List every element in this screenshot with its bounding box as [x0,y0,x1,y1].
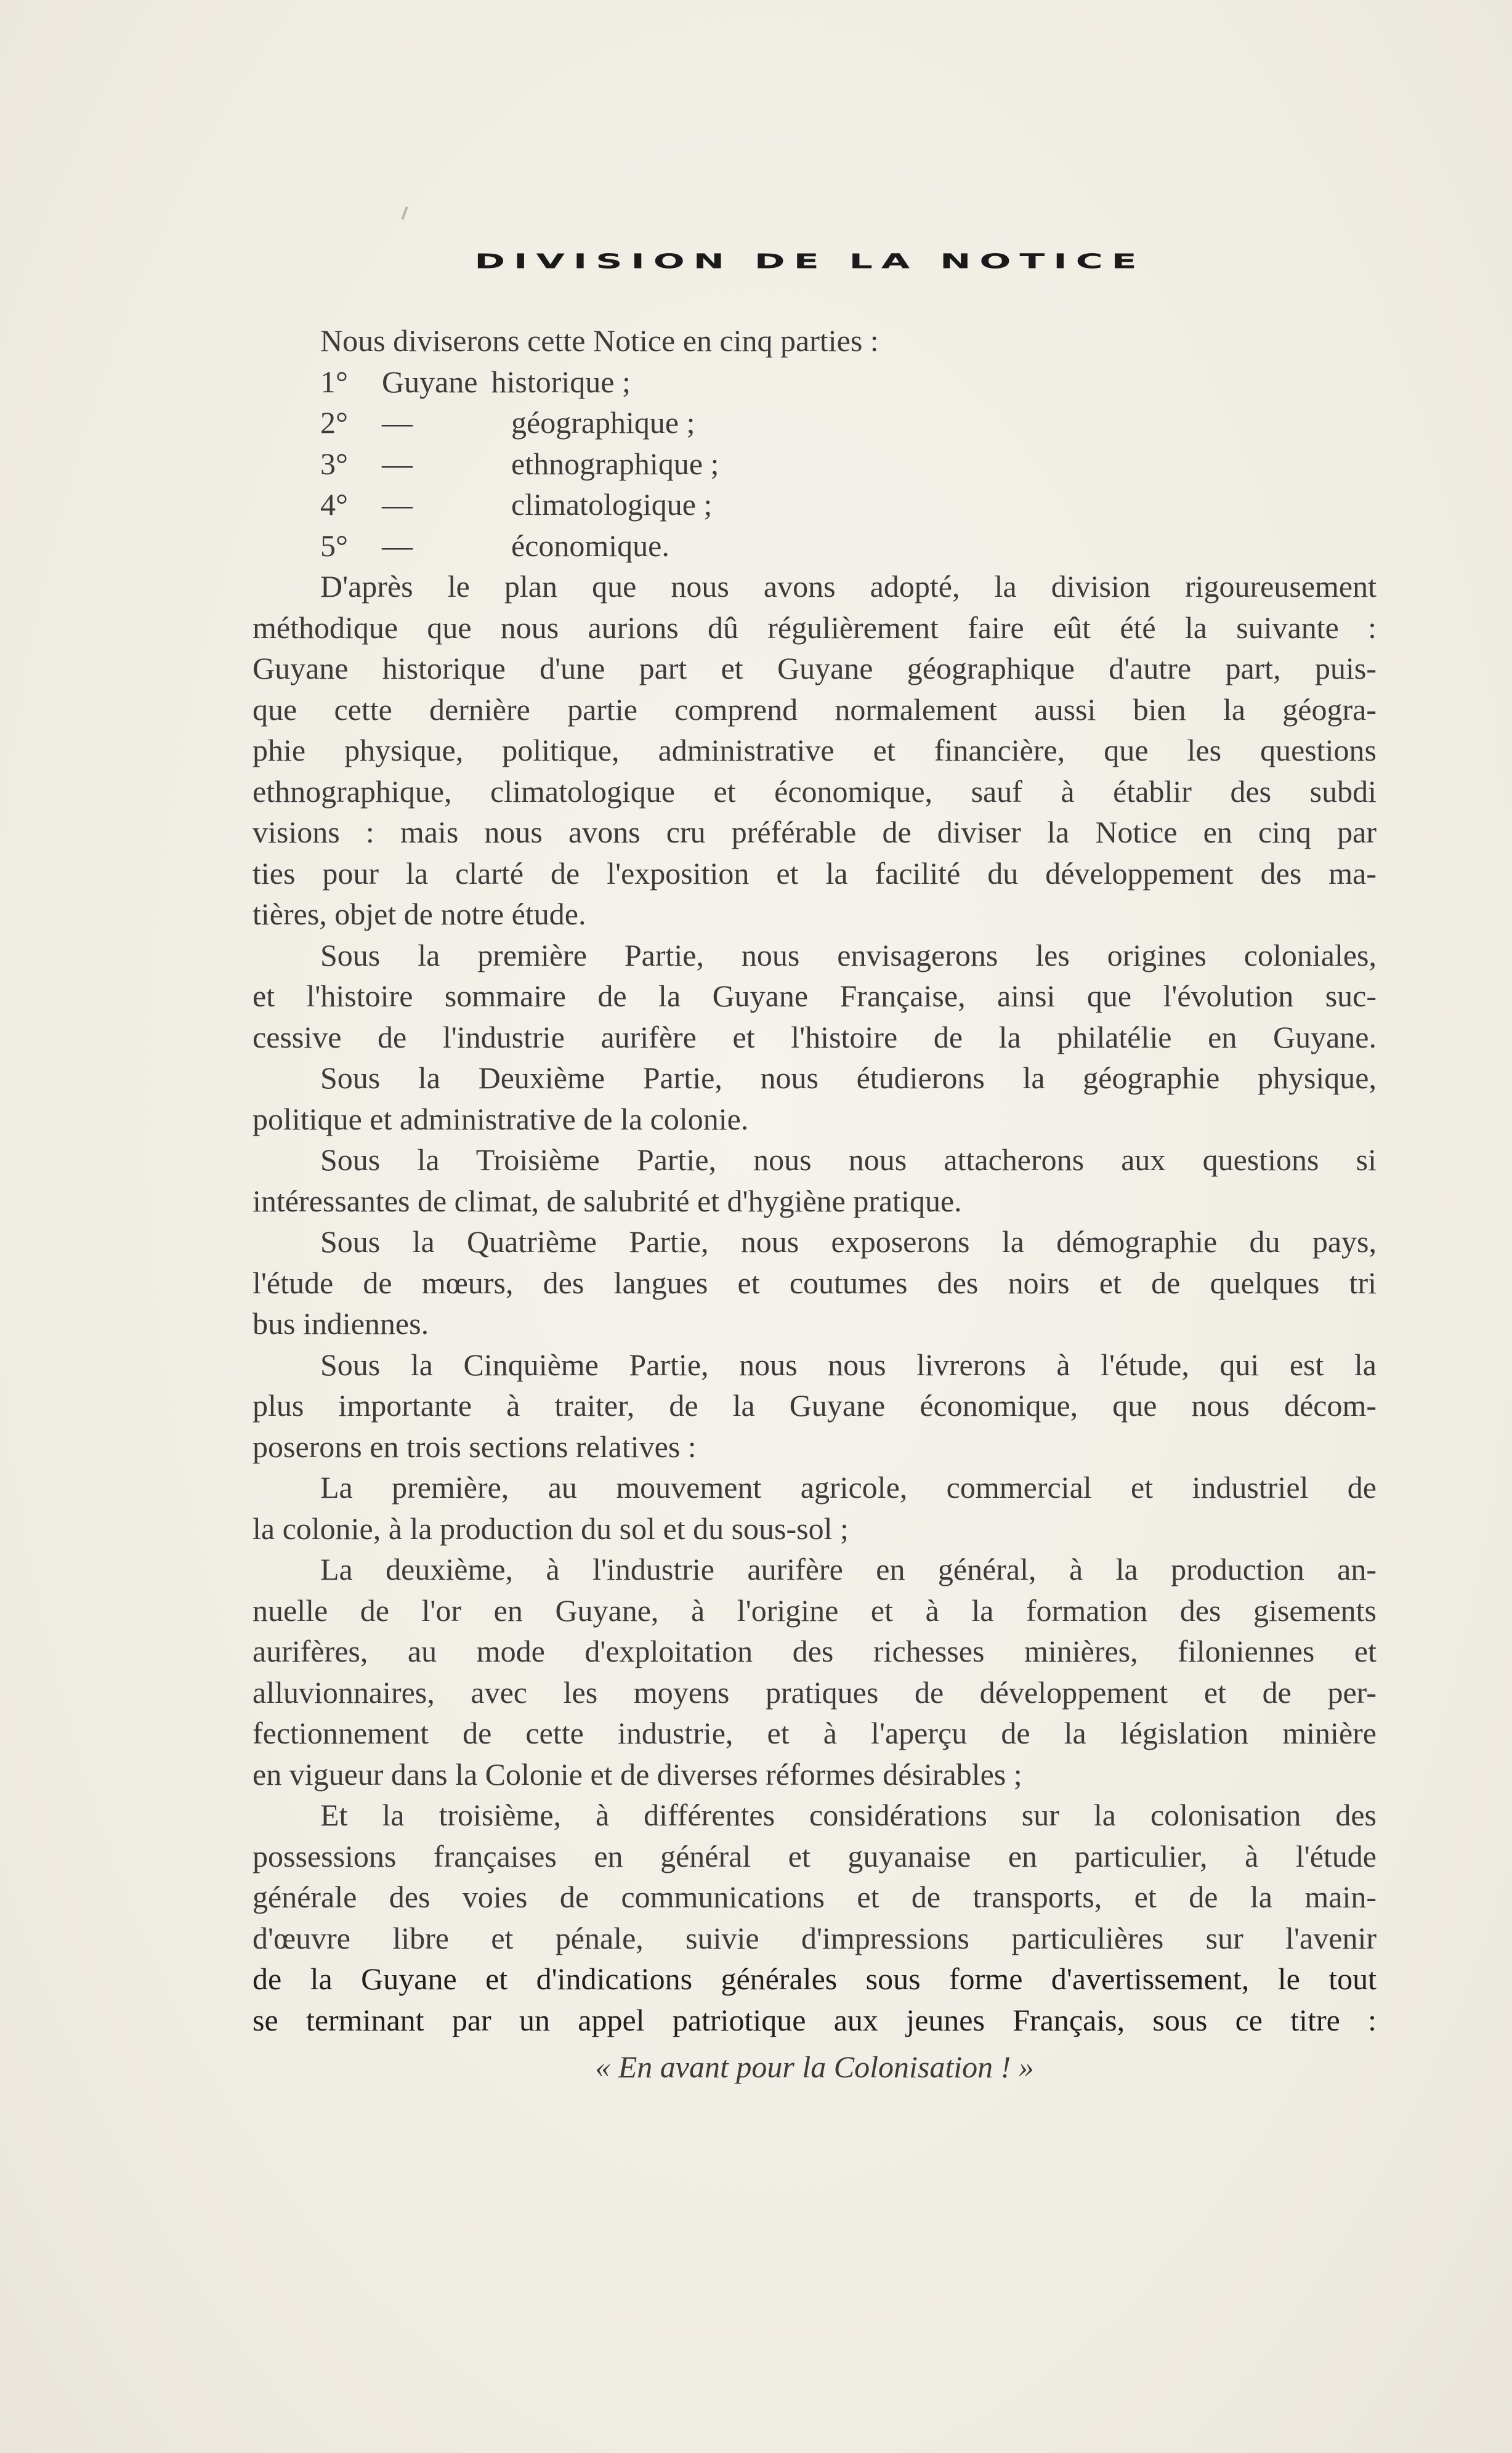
text-line: et l'histoire sommaire de la Guyane Française, ainsi que l'évolution suc- [253,979,1377,1013]
part-list-item [253,443,1377,485]
text-line: Guyane historique d'une part et Guyane géographique d'autre part, puis- [253,651,1377,685]
part-dash: — [382,528,413,563]
text-line: Sous la Cinquième Partie, nous nous livrerons à l'étude, qui est la [320,1347,1377,1382]
part-dash: — [382,487,413,522]
text-line: se terminant par un appel patriotique aux jeunes Français, sous ce titre : [253,2002,1377,2037]
text-line: Sous la Deuxième Partie, nous étudierons la géographie physique, [320,1061,1377,1095]
text-line: d'œuvre libre et pénale, suivie d'impressions particulières sur l'avenir [253,1920,1377,1955]
page-title: DIVISION DE LA NOTICE [474,249,1146,273]
text-line: phie physique, politique, administrative et financière, que les questions [253,733,1377,767]
part-number: 3° [320,446,348,481]
part-number: 1° [320,364,348,399]
part-list-item [253,484,1377,525]
text-line: possessions françaises en général et guyanaise en particulier, à l'étude [253,1838,1377,1873]
text-line: alluvionnaires, avec les moyens pratiques de développement et de per- [253,1675,1377,1710]
text-line: que cette dernière partie comprend normalement aussi bien la géogra- [253,692,1377,727]
text-line: D'après le plan que nous avons adopté, la division rigoureusement [320,569,1377,604]
part-list-item [253,402,1377,443]
text-line: méthodique que nous aurions dû régulièrement faire eût été la suivante : [253,610,1377,645]
part-number: 5° [320,528,348,563]
text-line: ties pour la clarté de l'exposition et la facilité du développement des ma- [253,855,1377,891]
part-dash: — [382,405,413,440]
part-name: climatologique ; [511,487,713,522]
part-list-item [253,362,1377,403]
text-line: bus indiennes. [253,1306,429,1341]
text-line: La deuxième, à l'industrie aurifère en général, à la production an- [320,1552,1377,1586]
part-list-item [253,525,1377,567]
text-line: générale des voies de communications et de transports, et de la main- [253,1880,1377,1914]
text-line: ethnographique, climatologique et économique, sauf à établir des subdi [253,774,1377,809]
text-line: nuelle de l'or en Guyane, à l'origine et à la formation des gisements [253,1593,1377,1628]
part-name: géographique ; [511,405,695,440]
text-line: politique et administrative de la colonie. [253,1101,749,1136]
intro-line: Nous diviserons cette Notice en cinq parties : [320,323,879,358]
text-line: fectionnement de cette industrie, et à l'aperçu de la législation minière [253,1716,1377,1750]
text-line: en vigueur dans la Colonie et de diverses réformes désirables ; [253,1756,1022,1792]
notice-body [253,320,1377,2088]
text-line: l'étude de mœurs, des langues et coutumes des noirs et de quelques tri [253,1265,1377,1300]
part-label: Guyane [382,364,478,399]
text-line: Sous la première Partie, nous envisagerons les origines coloniales, [320,937,1377,972]
text-line: poserons en trois sections relatives : [253,1429,697,1464]
part-name: ethnographique ; [511,446,719,481]
part-number: 2° [320,405,348,440]
text-line: intéressantes de climat, de salubrité et d'hygiène pratique. [253,1183,962,1218]
text-line: de la Guyane et d'indications générales sous forme d'avertissement, le tout [253,1962,1377,1996]
stray-mark [401,206,408,220]
text-line: Et la troisième, à différentes considérations sur la colonisation des [320,1798,1377,1832]
text-line: Sous la Quatrième Partie, nous exposerons la démographie du pays, [320,1224,1377,1259]
closing-slogan: « En avant pour la Colonisation ! » [595,2050,1034,2084]
text-line: Sous la Troisième Partie, nous nous attacherons aux questions si [320,1142,1377,1177]
part-dash: — [382,446,413,481]
text-line: aurifères, au mode d'exploitation des richesses minières, filoniennes et [253,1634,1377,1668]
text-line: la colonie, à la production du sol et du sous-sol ; [253,1511,849,1546]
part-name: économique. [511,528,669,563]
text-line: cessive de l'industrie aurifère et l'histoire de la philatélie en Guyane. [253,1019,1377,1054]
text-line: plus importante à traiter, de la Guyane économique, que nous décom- [253,1388,1377,1423]
part-number: 4° [320,487,348,522]
text-line: La première, au mouvement agricole, commercial et industriel de [320,1470,1377,1505]
part-name: historique ; [491,364,631,399]
text-line: tières, objet de notre étude. [253,897,586,931]
text-line: visions : mais nous avons cru préférable de diviser la Notice en cinq par [253,815,1377,849]
